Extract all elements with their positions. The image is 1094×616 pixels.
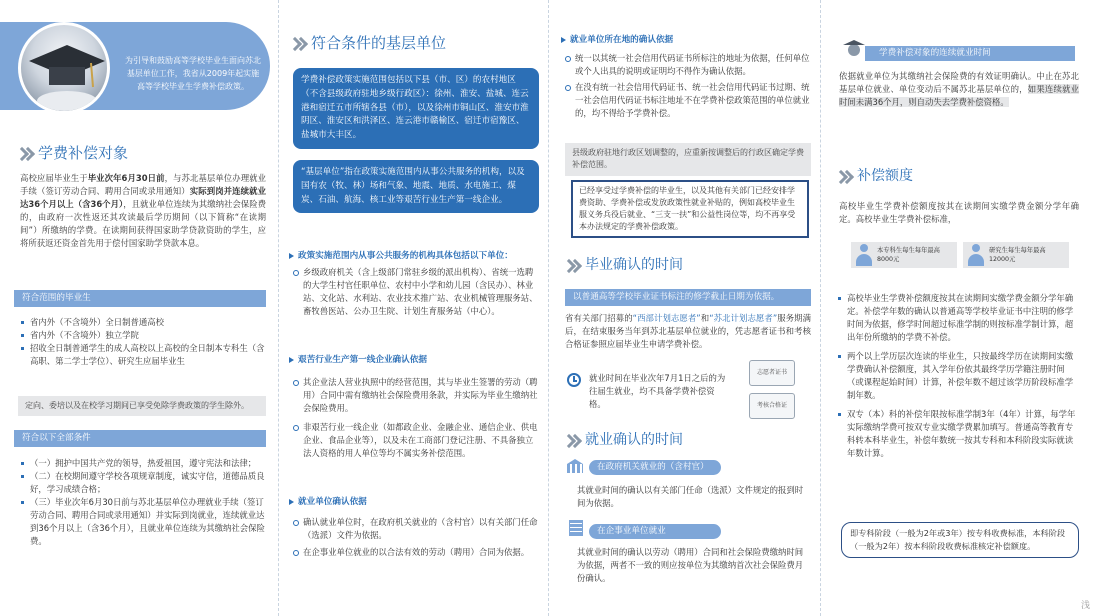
hard-industry-list [293,376,541,460]
list-item: 确认就业单位时，在政府机关就业的（含村官）以有关部门任命（选派）文件为依据。 [293,516,541,542]
conditions-strip: 符合以下全部条件 [14,430,266,447]
subject-header [20,142,128,165]
hard-industry-heading: 艰苦行业生产第一线企业确认依据 [289,354,543,367]
unit-confirm-heading: 就业单位确认依据 [289,496,543,509]
postgrad-card: 研究生每生每年最高12000元 [963,242,1069,268]
grad-clock-text: 就业时间在毕业次年7月1日之后的为往届生就业，均不具备学费补偿资格。 [589,373,726,410]
enterprise-text: 其就业时间的确认以劳动（聘用）合同和社会保险费缴纳时间为依据，两者不一致的则应按单位为其缴纳首次社会保险费月份确认。 [577,547,804,584]
units-title: 符合条件的基层单位 [311,34,447,52]
double-chevron-icon [20,146,32,162]
continuity-text: 依据就业单位为其缴纳社会保险费的有效证明确认。中止在苏北基层单位就业、单位变动后不属苏北基层单位的，如果连续就业时间未满36个月，则自动失去学费补偿资格。 [839,71,1080,108]
scope-box: 学费补偿政策实施范围包括以下县（市、区）的农村地区（不含县级政府驻地乡级行政区）：徐州、淮安、盐城、连云港和宿迁五市所辖各县（市），以及徐州市铜山区、淮安市淮阴区、淮安区和洪泽区、连云港市赣榆区、宿迁市宿豫区、盐城市大丰区。 [293,68,539,149]
office-building-icon [569,520,583,536]
triangle-icon [289,499,294,505]
scope-strip: 符合范围的毕业生 [14,290,266,307]
amount-list [837,292,1081,460]
clock-icon [567,373,581,387]
person-icon [967,244,985,266]
column-4 [820,0,1094,616]
amount-title: 补偿额度 [857,168,913,184]
grad-title: 毕业确认的时间 [585,257,683,273]
definition-box: “基层单位”指在政策实施范围内从事公共服务的机构，以及国有农（牧、林）场和气象、地震、地质、水电施工、煤炭、石油、航海、核工业等艰苦行业生产第一线企业。 [293,160,539,213]
government-building-icon [567,459,583,473]
list-item: 统一以其统一社会信用代码证书所标注的地址为依据，任何单位或个人出具的说明或证明均不得作为确认依据。 [565,52,811,78]
location-heading: 就业单位所在地的确认依据 [561,34,811,47]
intro-text: 为引导和鼓励高等学校毕业生面向苏北基层单位工作，我省从2009年起实施高等学校毕业生学费补偿政策。 [125,56,261,92]
list-item: 两个以上学历层次连读的毕业生，只按最终学历在读期间实缴学费确认补偿额度，其入学年份依其最终学历学籍注册时间（或课程起始时间）计算，补偿年数不超过该学历阶段标准学制年数。 [837,350,1081,402]
volunteer-certificate: 志愿者证书 [749,360,795,386]
units-header [293,32,446,55]
grad-header [567,255,683,277]
list-item: （二）在校期间遵守学校各项规章制度，诚实守信，道德品质良好，学习成绩合格； [20,470,266,496]
undergrad-card: 本专科生每生每年最高8000元 [851,242,957,268]
location-list [565,52,811,120]
emp-header [567,430,683,452]
list-item: 高校毕业生学费补偿额度按其在读期间实缴学费金额分学年确定。补偿学年数的确认以普通高等学校毕业证书中注明的修学时间为依据，修学时间超过标准学制的则按标准学制计算，超出年份所缴纳的学费不补偿。 [837,292,1081,344]
list-item: （一）拥护中国共产党的领导，热爱祖国，遵守宪法和法律； [20,457,266,470]
corner-mark: 浅 [1080,601,1090,612]
continuity-strip: 学费补偿对象的连续就业时间 [865,46,1075,61]
double-chevron-icon [567,258,579,274]
list-item: 双专（本）科的补偿年限按标准学制3年（4年）计算，每学年实际缴纳学费可按双专业实缴学费累加填写。普通高等教育专科转本科毕业生，补偿年数统一按其专科和本科阶段实际就读年数计算。 [837,408,1081,460]
list-item: 在没有统一社会信用代码证书、统一社会信用代码证书过期、统一社会信用代码证书标注地址不在学费补偿政策范围的单位就业的，均不得给予学费补偿。 [565,81,811,120]
unit-confirm-list [293,516,541,559]
triangle-icon [561,37,566,43]
column-2 [278,0,548,616]
scope-note: 定向、委培以及在校学习期间已享受免除学费政策的学生除外。 [18,396,266,416]
scope-list [20,316,266,368]
list-item: 乡级政府机关（含上级部门常驻乡级的派出机构）、省统一选聘的大学生村官任职单位、农村中小学和幼儿园（含民办）、林业站、文化站、水利站、农业技术推广站、农业机械管理服务站、畜牧兽医站、公办卫生院、计划生育服务站（中心）。 [293,266,541,318]
graduation-photo [18,22,110,114]
gov-strip: 在政府机关就业的（含村官） [589,460,721,475]
double-chevron-icon [567,433,579,449]
list-item: 非艰苦行业一线企业（如都政企业、金融企业、通信企业、供电企业、食品企业等），以及未在工商部门登记注册、不具备独立法人资格的用人单位等均不属实务补偿范围。 [293,421,541,460]
list-item: 在企事业单位就业的以合法有效的劳动（聘用）合同为依据。 [293,546,541,559]
double-chevron-icon [839,169,851,185]
amount-header [839,166,913,188]
list-item: 省内外（不含境外）独立学院 [20,329,266,342]
grad-strip: 以普通高等学校毕业证书标注的修学截止日期为依据。 [565,289,811,306]
conditions-list [20,457,266,548]
subject-title: 学费补偿对象 [38,144,129,162]
exclusion-box: 已经享受过学费补偿的毕业生，以及其他有关部门已经安排学费资助、学费补偿或发放政策性就业补贴的，例如高校毕业生服义务兵役后就业、“三支一扶”和公益性岗位等，均不再享受本办法规定的学费补偿政策。 [571,180,809,238]
public-service-list [293,266,541,318]
gov-text: 其就业时间的确认以有关部门任命（选派）文件规定的报到时间为依据。 [577,485,804,509]
grad-paragraph: 省有关部门招募的“西部计划志愿者”和“苏北计划志愿者”服务期满后，在结束服务当年到苏北基层单位就业的，凭志愿者证书和考核合格证参照应届毕业生申请学费补偿。 [565,313,811,350]
person-icon [855,244,873,266]
double-chevron-icon [293,36,305,52]
enterprise-strip: 在企事业单位就业 [589,524,721,539]
graduate-icon [843,36,865,58]
amount-text: 高校毕业生学费补偿额度按其在读期间实缴学费金额分学年确定。高校毕业生学费补偿标准， [839,201,1079,225]
column-3 [548,0,820,616]
list-item: 招收全日制普通学生的成人高校以上高校的全日制本专科生（含高职、第二学士学位）、研究生应届毕业生 [20,342,266,368]
list-item: （三）毕业次年6月30日前与苏北基层单位办理就业手续（签订劳动合同、聘用合同或录用通知）并实际到岗就业，连续就业达到36个月以上（含36个月），且就业单位连续为其缴纳社会保险费。 [20,496,266,548]
emp-title: 就业确认的时间 [585,432,683,448]
list-item: 其企业法人营业执照中的经营范围，其与毕业生签署的劳动（聘用）合同中需有缴纳社会保险费用条款，并实际为毕业生缴纳社会保险费用。 [293,376,541,415]
assessment-certificate: 考核合格证 [749,393,795,419]
triangle-icon [289,357,294,363]
column-1 [0,0,278,616]
triangle-icon [289,253,294,259]
subject-paragraph: 高校应届毕业生于毕业次年6月30日前，与苏北基层单位办理就业手续（签订劳动合同、聘用合同或录用通知）实际到岗并连续就业达36个月以上（含36个月），且就业单位连续为其缴纳社会保险费的，由政府一次性返还其攻读最后学历期间（以下简称“在读期间”）所缴纳的学费。在读期间获得国家助学贷款资助的学生，应将所获返还资金首先用于偿付国家助学贷款本息。 [20,173,267,249]
list-item: 省内外（不含境外）全日制普通高校 [20,316,266,329]
public-service-heading: 政策实施范围内从事公共服务的机构具体包括以下单位： [289,250,543,263]
location-note: 县级政府驻地行政区划调整的，应重新按调整后的行政区确定学费补偿范围。 [565,143,811,176]
footnote-box: 即专科阶段（一般为2年或3年）按专科收费标准，本科阶段（一般为2年）按本科阶段收费标准核定补偿额度。 [841,522,1079,558]
